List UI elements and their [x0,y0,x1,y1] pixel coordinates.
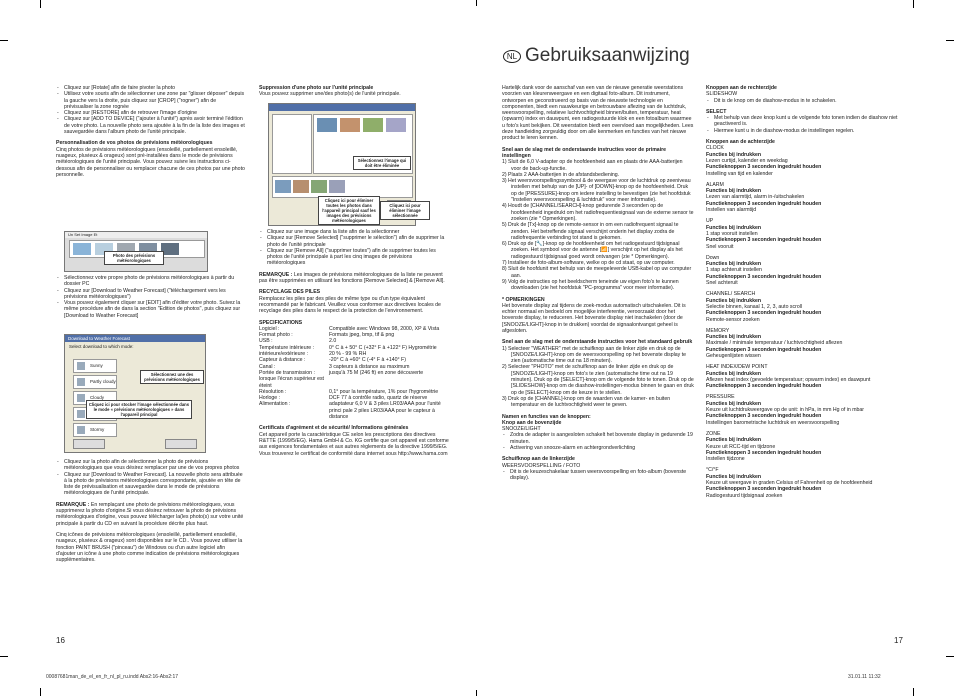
hold-function: Remote-sensor zoeken [706,316,760,323]
section-heading: Snel aan de slag met de onderstaande instructies voor de primaire instellingen [502,146,667,159]
callout-select-image: Sélectionnez l'image qui doit être éliminée [353,156,411,170]
paragraph: Remplacez les piles par des piles de même type ou d'un type équivalent recommandé par le fabricant. Veuillez vous conformer aux directives locales de recyclage des piles dans le respect de la protection de l'environnement. [259,295,441,315]
press-function: Maximale / minimale temperatuur / luchtvochtigheid aflezen [706,340,843,347]
list-item: - Dit is de keuzeschakelaar tussen weersvoorspelling en foto-album (bovenste display). [510,469,694,482]
option-cloudy[interactable]: Cloudy [73,391,117,405]
crop-mark [946,656,954,657]
window-title: Un Set Image Et [65,232,207,238]
section-heading: Certificats d'agrément et de sécurité/ Informations générales [259,425,409,432]
press-function: Aflezen heat index (gevoelde temperatuur; opwarm index) en dauwpunt [706,376,871,383]
step-item: 1) Selecteer "WEATHER" met de schuifknop aan de linker zijde en druk op de [SNOOZE/LIGHT]-knop om de weersvoorspelling op het bovenste display te zien (automatische time out na 18 minuten). [502,345,687,365]
step-item: 6) Druk op de [🔧]-knop op de hoofdeenheid om het radiogestuurd tijdsignaal zoeken. Het symbool voor de antenne [📶] verschijnt op het display als het radiogestuurd tijdsignaal goed wordt ontvangen (zie * Opmerkingen). [502,241,683,260]
spec-value: jusqu'à 75 M (246 ft) en zone découverte [329,369,424,376]
crop-mark [476,690,477,696]
hold-label: Functieknoppen 3 seconden ingedrukt houden [706,310,822,317]
button-group [706,364,906,389]
button-group [706,467,906,498]
press-function: 1 stap vooruit instellen [706,230,758,237]
button-name: MEMORY [706,327,730,334]
screenshot-download-dialog [64,334,206,453]
spec-value [329,376,451,389]
section-heading: Snel aan de slag met de onderstaande instructies voor het standaard gebruik [502,339,693,346]
page-title: Gebruiksaanwijzing [525,45,690,66]
button-name: SNOOZE/LIGHT [502,426,541,433]
button-group [706,255,906,286]
spec-key: Capteur à distance : [259,357,306,364]
paragraph: Het bovenste display zal tijdens de zoek-modus automatisch uitschakelen. Dit is echter normaal en bedoeld om mogelijke interferentie, veroorzaakt door het bovenste display, te reduceren. Het bovenste display niet inschakelen (door de [SNOOZE/LIGHT]-knop in te drukken) voordat de signaalontvangst geheel is afgesloten. [502,302,686,334]
spec-key: Portée de transmission : [259,369,315,376]
press-function: Lezen curtijd, kalender en weekdag [706,157,788,164]
callout-select-forecast: Sélectionnez une des prévisions météorologiques [140,370,204,384]
column-2-mid [259,229,451,462]
option-partly-cloudy[interactable]: Partly cloudy [73,375,117,389]
column-1-mid [56,275,246,324]
button-name: WEERSVOORSPELLING / FOTO [502,462,581,469]
window-titlebar [269,104,415,111]
button-name: UP [706,218,714,225]
spec-value: 3 capteurs à distance au maximum [329,363,410,370]
hold-function: Radiogestuurd tijdsignaal zoeken [706,492,783,499]
button-name: CLOCK [706,145,724,152]
column-3 [502,85,694,487]
section-heading: Knoppen aan de rechterzijde [706,85,777,91]
function-label: Functies bij indrukken [706,473,762,480]
list-item: - Activering van snooze-alarm en achtergrondverlichting [510,445,694,451]
function-label: Functies bij indrukken [706,437,762,444]
intro-paragraph: Hartelijk dank voor de aanschaf van een van de nieuwe generatie weerstations voorzien van kleurenweergave en een digitaal foto-album. Dit instrument, ontworpen en geconstrueerd op basis van de nieuwste technologie en componenten, biedt een nauwkeurige en betrouwbare aflezing van de luchtdruk, weersvoorspelling, relatieve luchtvochtigheid binnen/buiten, temperatuur, heat (opwarm) index en dauwpunt, een radiogestuurde klok en een fotoalbum waarmee u foto's kunt bekijken. Dit weerstation biedt een overvloed aan mogelijkheden. Lees deze handleiding zorgvuldig door om alle kenmerken en functies van het nieuwe product te leren kennen. [502,85,694,142]
date-info: 31.01.11 11:32 [848,674,881,680]
function-label: Functies bij indrukken [706,188,762,195]
button-group [706,328,906,359]
hold-label: Functieknoppen 3 seconden ingedrukt houden [706,449,822,456]
function-label: Functies bij indrukken [706,151,762,158]
press-function: Keuze uit luchtdrukweergave op de unit: in hPa, in mm Hg of in mbar [706,407,865,414]
paragraph: Cinq photos de prévisions météorologiques (ensoleillé, partiellement ensoleillé, nuageux, pluvieux & orageux) sont pré-installées dans le mode de prévisions météorologiques de l'unité principale. Vous pouvez suivre les instructions ci-dessous afin de personnaliser ou remplacer chacune de ces photos par une photo personnelle. [56,146,245,178]
press-function: Selectie binnen, kanaal 1, 2, 3, auto scroll [706,303,803,310]
list-item: - Vous pouvez également cliquer sur [EDIT] afin d'éditer votre photo. Suivez la même procédure afin de dans la section "Edition de photos", puis cliquez sur [Download to Weather Forecast] [64,300,246,319]
spec-key: Canal : [259,363,276,370]
button-name: PRESSURE [706,394,735,401]
dialog-prompt: Select download to which mode: [69,344,134,349]
list-item: - Dit is de knop om de diashow-modus in te schakelen. [714,98,906,104]
function-label: Functies bij indrukken [706,224,762,231]
list-item: - Cliquez sur [Rotate] afin de faire pivoter la photo [64,85,246,91]
hold-label: Functieknoppen 3 seconden ingedrukt houden [706,383,822,390]
section-heading: Knoppen aan de achterzijde [706,139,775,146]
list-item: - Cliquez sur [Remove All] ("supprimer toutes") afin de supprimer toutes les photos de l'unité principale à part les cinq images de prévisions météorologiques [267,248,451,267]
function-label: Functies bij indrukken [706,334,762,341]
language-badge: NL [503,50,521,63]
hold-label: Functieknoppen 3 seconden ingedrukt houden [706,200,822,207]
press-function: Keuze uit RCC-tijd en tijdzone [706,443,776,450]
press-function: 1 stap achteruit instellen [706,267,762,274]
callout-store-image: Cliquez ici pour stocker l'image sélectionnée dans le mode « prévisions météorologiques » dans l'appareil principal [86,400,192,419]
list-item: - Sélectionnez votre propre photo de prévisions météorologiques à partir du dossier PC [64,275,246,288]
press-function: Keuze uit weergave in graden Celsius of Fahrenheit op de hoofdeenheid [706,480,873,487]
remarque: REMARQUE : Les images de prévisions météorologiques de la liste ne peuvent pas être supprimées en utilisant les fonctions [Remove Selected] & [Remove All]. [259,271,445,285]
page-number-left: 16 [56,636,65,645]
section-heading: SPECIFICATIONS [259,319,303,326]
paragraph: Vous pouvez supprimer une/des photo(s) de l'unité principale. [259,91,401,98]
button-name: ZONE [706,430,721,437]
step-item: 4) Houdt de [CHANNEL/SEARCH]-knop gedurende 3 seconden op de hoofdeenheid ingedrukt om het radiofrequentiesignaal van de externe sensor te zoeken (zie * Opmerkingen). [502,203,694,222]
column-2-top [259,85,451,103]
step-item: 3) Druk op de [CHANNEL]-knop om de waarden van de kamer- en buiten temperatuur en de luchtvochtigheid weer te geven. [502,395,671,409]
callout-remove-all: Cliquez ici pour éliminer toutes les photos dans l'appareil principal sauf les images des prévisions météorologiques [318,196,380,225]
list-item: - Hiermee kunt u in de diashow-modus de instellingen regelen. [714,128,906,134]
spec-key: USB : [259,338,273,345]
button-name: ALARM [706,181,724,188]
option-stormy[interactable]: Stormy [73,423,117,437]
hold-function: Instellen van alarmtijd [706,207,757,214]
function-label: Functies bij indrukken [706,261,762,268]
crop-mark [40,688,41,696]
spec-value: 20 % - 99 % RH [329,351,367,358]
button-group [706,394,906,425]
step-item: 9) Volg de instructies op het beeldscherm teneinde uw eigen foto's te kunnen downloaden (zie het hoofdstuk "PC-programma" voor meer informatie). [502,278,679,292]
hold-label: Functieknoppen 3 seconden ingedrukt houden [706,486,822,493]
spec-key: Format photo : [259,332,293,339]
steps-primary [502,159,694,291]
hold-function: Geheugenlijsten wissen [706,352,761,359]
spec-table [259,326,451,420]
spec-key: Logiciel : [259,325,280,332]
section-heading: Personnalisation de vos photos de prévisions météorologiques [56,140,213,147]
folder-tree [272,114,312,174]
page-number-right: 17 [894,636,903,645]
list-item: - Utilisez votre souris afin de sélectionner une zone par "glisser déposer" depuis la gauche vers la droite, puis cliquez sur [CROP] ("rogner") afin de prévisualiser la zone rognée [64,91,246,110]
spec-key: Température intérieure : [259,344,315,351]
list-item: - Cliquez sur [RESTORE] afin de retrouver l'image d'origine [64,110,246,116]
button-name: SLIDESHOW [706,91,738,98]
button-group [706,218,906,249]
dialog-titlebar: Download to Weather Forecast [65,335,205,342]
section-heading: SELECT [706,108,727,115]
step-item: 7) Installeer de foto-album-software, welke op de cd staat, op uw computer. [502,260,675,267]
file-info: 00087681man_de_el_en_fr_nl_pl_ru.indd Abs2:16-Abs2:17 [46,674,179,680]
step-item: 2) Selecteer "PHOTO" met de schuifknop aan de linker zijde en druk op de [SNOOZE/LIGHT]-knop om foto's te zien (automatische time out na 19 minuten). Druk op de [SELECT]-knop om de volgende foto te tonen. Druk op de [SLIDESHOW]-knop om de diashow-instellingen-modus binnen te gaan en druk op de [SELECT]-knop om de keuze in te stellen. [502,364,694,396]
crop-mark [913,0,914,8]
button-group [706,182,906,213]
hold-function: Instelling van tijd en kalender [706,170,773,177]
section-heading: Namen en functies van de knoppen: [502,413,591,420]
crop-mark [946,40,954,41]
crop-mark [0,40,8,41]
section-heading: * OPMERKINGEN [502,296,545,303]
step-item: 3) Het weersvoorspellingssymbool & de weergave voor de luchtdruk op zeeniveau instellen met behulp van de [UP]- of [DOWN]-knop op de hoofdeenheid. Druk op de [PRESSURE]-knop om iedere instelling te bevestigen (zie het hoofdstuk "Instellen weersvoorspelling & luchtdruk" voor meer informatie). [502,178,691,204]
sub-heading: Knop aan de bovenzijde [502,419,562,426]
back-buttons-list [706,145,906,499]
function-label: Functies bij indrukken [706,370,762,377]
step-item: 2) Plaats 2 AAA-batterijen in de afstandsbediening. [502,171,620,178]
ok-button[interactable] [73,439,105,449]
device-photo-list [272,176,413,198]
column-4 [706,85,906,504]
spec-value: 0° C à + 50° C (+32° F à +122° F) Hygrométrie [329,344,437,351]
button-name: °C/°F [706,467,719,474]
spec-value: 2.0 [329,338,337,345]
button-name: Down [706,254,720,261]
column-1-bottom [56,459,246,568]
step-item: 5) Druk de [Tx]-knop op de remote-sensor in om een radiofrequent signaal te zenden. Het betreffende signaal verschijnt onderin het display zodra de radiofrequentie verbinding tot stand is gekomen. [502,222,679,241]
hold-label: Functieknoppen 3 seconden ingedrukt houden [706,413,822,420]
button-name: CHANNEL/ SEARCH [706,291,756,298]
option-sunny[interactable]: Sunny [73,359,117,373]
list-item: - Cliquez sur [Download to Weather Forecast] ("téléchargement vers les prévisions météorologiques") [64,288,246,301]
crop-mark [476,0,477,6]
section-heading: RECYCLAGE DES PILES [259,289,321,296]
function-label: Functies bij indrukken [706,297,762,304]
step-item: 1) Sluit de 6,0 V-adapter op de hoofdeenheid aan en plaats drie AAA-batterijen voor de back-up-functie. [502,159,683,172]
list-item: - Cliquez sur [Download to Weather Forecast]. La nouvelle photo sera attribuée à la photo de prévisions météorologiques correspondante, ajoutée en tête de liste de prévisualisation et sauvegardée dans le mode de prévisions météorologiques de l'unité principale. [64,472,246,497]
crop-mark [0,656,8,657]
sub-heading: Schuifknop aan de linkerzijde [502,456,575,463]
steps-standard [502,346,694,409]
list-item: - Zodra de adapter is aangesloten schakelt het bovenste display in gedurende 19 minuten. [510,432,694,445]
spec-key: lorsque l'écran supérieur est éteint [259,376,325,389]
crop-mark [40,0,41,8]
step-item: 8) Sluit de hoofdunit met behulp van de meegeleverde USB-kabel op uw computer aan. [502,266,692,279]
spec-value: DCF 77 à contrôle radio, quartz de réserve [329,395,428,402]
paragraph: Cet appareil porte la caractéristique CE selon les prescriptions des directives R&TTE (1999/5/EG). Hama GmbH & Co. KG certifie que cet appareil est conforme aux exigences fondamentales et aux autres règlements de la directive 1999/5/EG. Vous trouverez le certificat de conformité dans internet sous http://www.hama.com [259,431,449,457]
button-group [706,291,906,322]
spec-row [259,376,451,389]
hold-label: Functieknoppen 3 seconden ingedrukt houden [706,237,822,244]
hold-label: Functieknoppen 3 seconden ingedrukt houden [706,273,822,280]
spec-value: Compatible avec Windows 98, 2000, XP & Vista [329,325,440,332]
spec-value: -20° C à +60° C (-4° F à +140° F) [329,357,406,364]
list-item: - Cliquez sur [ADD TO DEVICE] ("ajouter à l'unité") après avoir terminé l'édition de votre photo. La nouvelle photo sera ajoutée à la fin de la liste des images et sauvegardée dans l'album photo de l'unité principale. [64,116,246,135]
weather-mode-list [73,357,117,439]
spec-value: Formats jpeg, bmp, tif & png [329,332,395,339]
spec-key: Horloge : [259,395,281,402]
hold-label: Functieknoppen 3 seconden ingedrukt houden [706,164,822,171]
button-name: HEAT INDEX/DEW POINT [706,364,768,371]
paragraph: Cinq icônes de prévisions météorologiques (ensoleillé, partiellement ensoleillé, nuageux, pluvieux & orageux) sont disponibles sur le CD.. Vous pouvez utiliser la fonction PAINT BRUSH ("pinceau") de Windows ou d'un autre logiciel afin d'ajouter un icône à une photo comme indication de prévisions météorologiques supplémentaires. [56,531,243,564]
function-label: Functies bij indrukken [706,400,762,407]
column-1-top [56,85,246,183]
list-item: - Cliquez sur une image dans la liste afin de la sélectionner [267,229,451,235]
hold-label: Functieknoppen 3 seconden ingedrukt houden [706,346,822,353]
section-heading: Suppression d'une photo sur l'unité principale [259,85,374,91]
spec-key: intérieure/extérieure : [259,351,309,358]
button-group [706,431,906,462]
spec-row [259,401,451,420]
callout-remove-selected: Cliquez ici pour éliminer l'image sélectionnée [380,201,430,220]
list-item: - Cliquez sur [Remove Selected] ("supprimer le sélection") afin de supprimer la photo de l'unité principale [267,235,451,248]
remarque: REMARQUE : En remplaçant une photo de prévisions météorologiques, vous supprimerez la photo d'origine.Si vous désirez retrouver la photo de prévisions météorologiques d'origine, vous pouvez télécharger la(les photo(s) sur votre unité principale à partir du CD en suivant la procédure décrite plus haut. [56,501,244,527]
callout-weather-photo: Photo des prévisions météorologiques [104,251,164,265]
hold-function: Snel achteruit [706,280,738,287]
spec-value: adaptateur 6,0 V & 3 piles LR03/AAA pour l'unité princi pale 2 piles LR03/AAA pour le capteur à distance [329,401,441,421]
hold-function: Instellingen barometrische luchtdruk en weersvoorspelling [706,419,840,426]
hold-function: Snel vooruit [706,243,734,250]
spec-key: Alimentation : [259,401,291,408]
hold-function: Instellen tijdzone [706,456,745,463]
crop-mark [913,688,914,696]
spec-key: Résolution : [259,388,287,395]
press-function: Lezen van alarmtijd, alarm in-/uitschakelen [706,194,805,201]
spec-value: 0,1° pour la température, 1% pour l'hygrométrie [329,388,439,395]
list-item: - Met behulp van deze knop kunt u de volgende foto tonen indien de diashow niet geactiveerd is. [714,115,906,128]
button-group [706,145,906,176]
list-item: - Cliquez sur la photo afin de sélectionner la photo de prévisions météorologiques que vous désirez remplacer par une de vos propres photos [64,459,246,472]
cancel-button[interactable] [165,439,197,449]
